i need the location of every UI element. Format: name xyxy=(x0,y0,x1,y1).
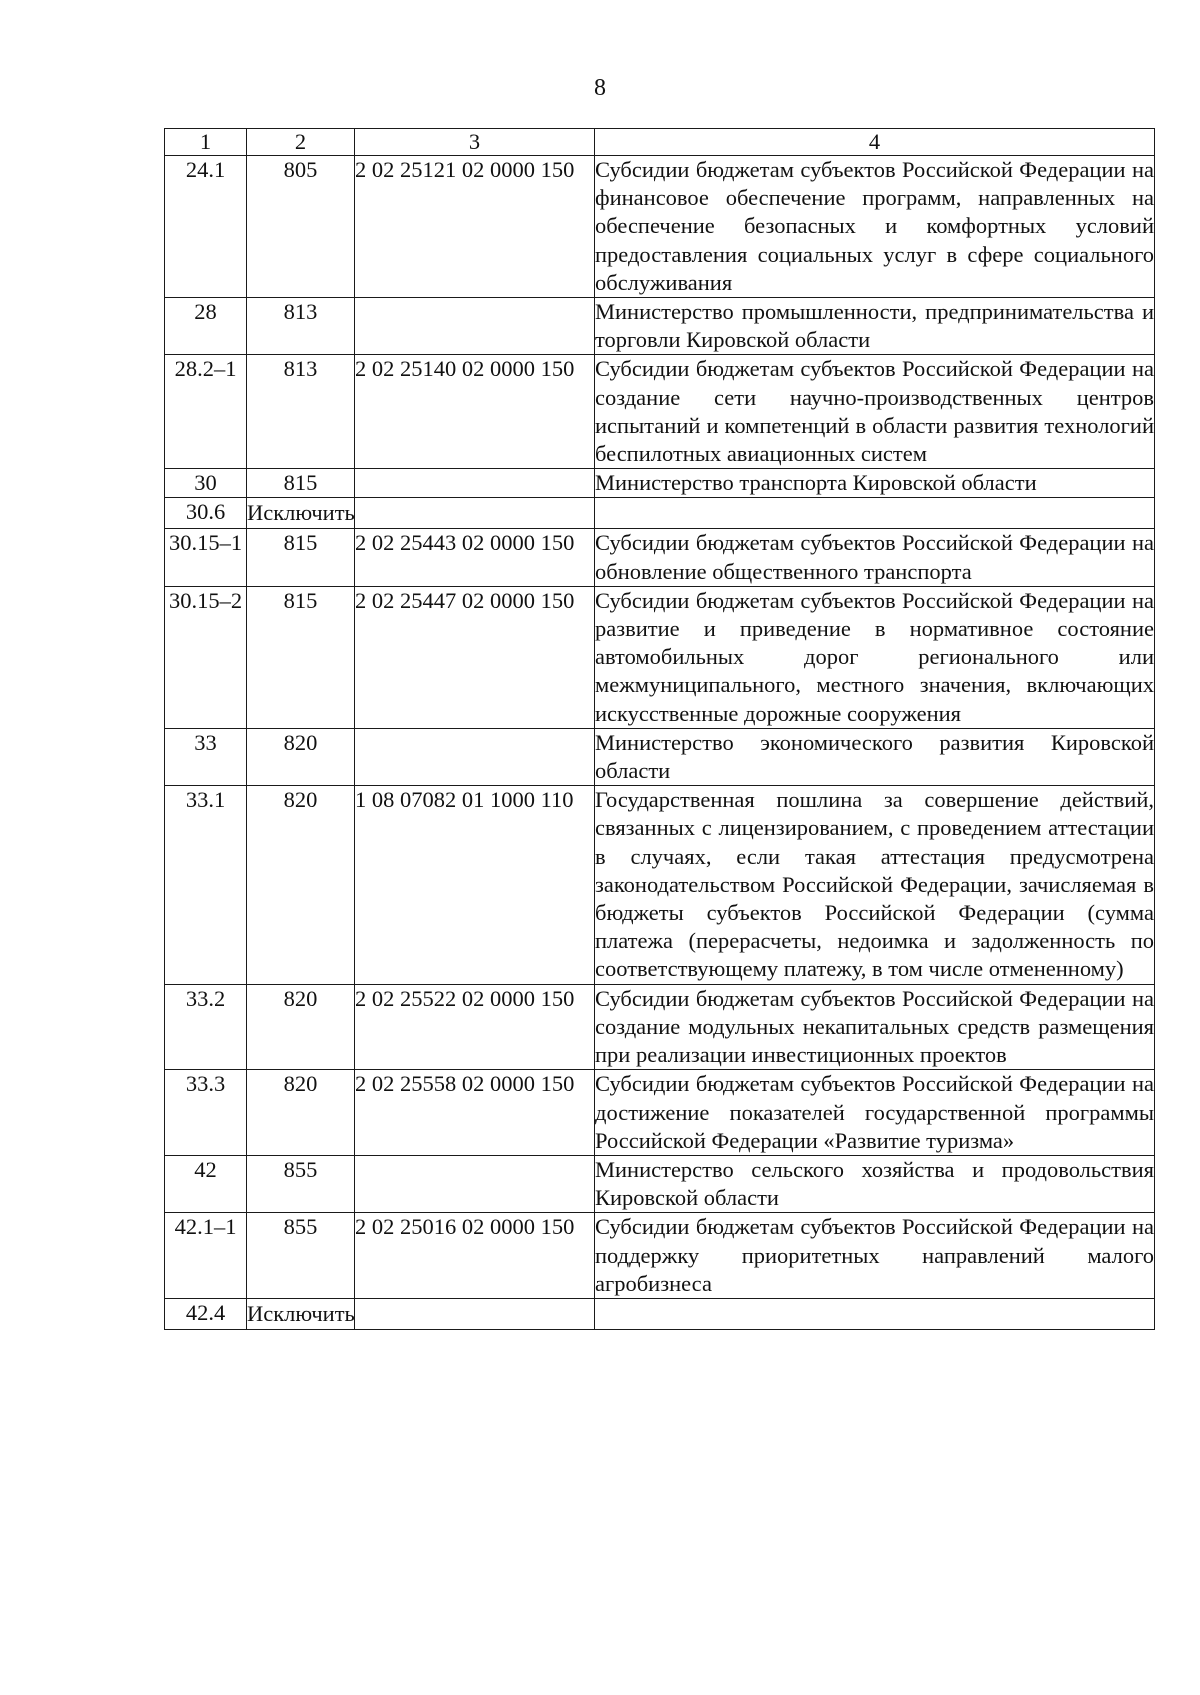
revenue-description: Министерство экономического развития Кировской области xyxy=(595,728,1155,785)
budget-classification-code xyxy=(355,498,595,529)
budget-classification-code: 2 02 25558 02 0000 150 xyxy=(355,1070,595,1156)
admin-code: 855 xyxy=(247,1155,355,1212)
table-row xyxy=(165,1298,1155,1329)
table-row xyxy=(165,156,1155,298)
header-col-2: 2 xyxy=(247,129,355,156)
budget-classification-code: 2 02 25443 02 0000 150 xyxy=(355,529,595,586)
header-col-3: 3 xyxy=(355,129,595,156)
budget-classification-code: 1 08 07082 01 1000 110 xyxy=(355,786,595,984)
row-number: 24.1 xyxy=(165,156,247,298)
revenue-description: Министерство промышленности, предпринимательства и торговли Кировской области xyxy=(595,298,1155,355)
table-row xyxy=(165,355,1155,469)
row-number: 30.15–2 xyxy=(165,586,247,728)
row-number: 28.2–1 xyxy=(165,355,247,469)
revenue-description: Субсидии бюджетам субъектов Российской Федерации на создание сети научно-производственных центров испытаний и компетенций в области развития технологий беспилотных авиационных систем xyxy=(595,355,1155,469)
table-row xyxy=(165,1070,1155,1156)
budget-classification-code xyxy=(355,1298,595,1329)
row-number: 30 xyxy=(165,469,247,498)
row-number: 33.1 xyxy=(165,786,247,984)
row-number: 42 xyxy=(165,1155,247,1212)
admin-code: 820 xyxy=(247,786,355,984)
admin-code: 813 xyxy=(247,298,355,355)
budget-classification-code: 2 02 25522 02 0000 150 xyxy=(355,984,595,1070)
table-row xyxy=(165,786,1155,984)
row-number: 30.6 xyxy=(165,498,247,529)
admin-code: 855 xyxy=(247,1213,355,1299)
row-number: 33.3 xyxy=(165,1070,247,1156)
budget-classification-code: 2 02 25447 02 0000 150 xyxy=(355,586,595,728)
revenue-description: Субсидии бюджетам субъектов Российской Федерации на достижение показателей государственной программы Российской Федерации «Развитие туризма» xyxy=(595,1070,1155,1156)
table-row xyxy=(165,298,1155,355)
table-row xyxy=(165,984,1155,1070)
revenue-description: Субсидии бюджетам субъектов Российской Федерации на поддержку приоритетных направлений малого агробизнеса xyxy=(595,1213,1155,1299)
page-number: 8 xyxy=(594,75,606,101)
budget-classification-code xyxy=(355,728,595,785)
row-number: 28 xyxy=(165,298,247,355)
row-number: 42.1–1 xyxy=(165,1213,247,1299)
admin-code: 813 xyxy=(247,355,355,469)
budget-classification-code: 2 02 25016 02 0000 150 xyxy=(355,1213,595,1299)
table-row xyxy=(165,498,1155,529)
admin-code: 820 xyxy=(247,728,355,785)
revenue-description: Субсидии бюджетам субъектов Российской Федерации на финансовое обеспечение программ, направленных на обеспечение безопасных и комфортных условий предоставления социальных услуг в сфере социального обслуживания xyxy=(595,156,1155,298)
budget-classification-code: 2 02 25140 02 0000 150 xyxy=(355,355,595,469)
row-number: 42.4 xyxy=(165,1298,247,1329)
table-row xyxy=(165,1213,1155,1299)
budget-classification-code xyxy=(355,298,595,355)
revenue-description: Субсидии бюджетам субъектов Российской Федерации на обновление общественного транспорта xyxy=(595,529,1155,586)
exclude-label: Исключить xyxy=(247,500,355,526)
budget-classification-code xyxy=(355,1155,595,1212)
admin-code: 815 xyxy=(247,469,355,498)
table-header-row xyxy=(165,129,1155,156)
revenue-description xyxy=(595,1298,1155,1329)
admin-code: 820 xyxy=(247,1070,355,1156)
admin-code: 820 xyxy=(247,984,355,1070)
budget-codes-table xyxy=(164,128,1155,1330)
revenue-description: Министерство сельского хозяйства и продовольствия Кировской области xyxy=(595,1155,1155,1212)
admin-code xyxy=(247,1298,355,1329)
header-col-4: 4 xyxy=(595,129,1155,156)
row-number: 33 xyxy=(165,728,247,785)
table-row xyxy=(165,586,1155,728)
revenue-description: Государственная пошлина за совершение действий, связанных с лицензированием, с проведением аттестации в случаях, если такая аттестация предусмотрена законодательством Российской Федерации, зачисляемая в бюджеты субъектов Российской Федерации (сумма платежа (перерасчеты, недоимка и задолженность по соответствующему платежу, в том числе отмененному) xyxy=(595,786,1155,984)
revenue-description: Министерство транспорта Кировской области xyxy=(595,469,1155,498)
budget-classification-code xyxy=(355,469,595,498)
row-number: 33.2 xyxy=(165,984,247,1070)
table-row xyxy=(165,728,1155,785)
admin-code xyxy=(247,498,355,529)
revenue-description: Субсидии бюджетам субъектов Российской Федерации на развитие и приведение в нормативное состояние автомобильных дорог регионального или межмуниципального, местного значения, включающих искусственные дорожные сооружения xyxy=(595,586,1155,728)
admin-code: 805 xyxy=(247,156,355,298)
table-row xyxy=(165,469,1155,498)
table-row xyxy=(165,529,1155,586)
header-col-1: 1 xyxy=(165,129,247,156)
revenue-description xyxy=(595,498,1155,529)
row-number: 30.15–1 xyxy=(165,529,247,586)
revenue-description: Субсидии бюджетам субъектов Российской Федерации на создание модульных некапитальных средств размещения при реализации инвестиционных проектов xyxy=(595,984,1155,1070)
admin-code: 815 xyxy=(247,529,355,586)
exclude-label: Исключить xyxy=(247,1300,355,1326)
table-row xyxy=(165,1155,1155,1212)
admin-code: 815 xyxy=(247,586,355,728)
budget-classification-code: 2 02 25121 02 0000 150 xyxy=(355,156,595,298)
